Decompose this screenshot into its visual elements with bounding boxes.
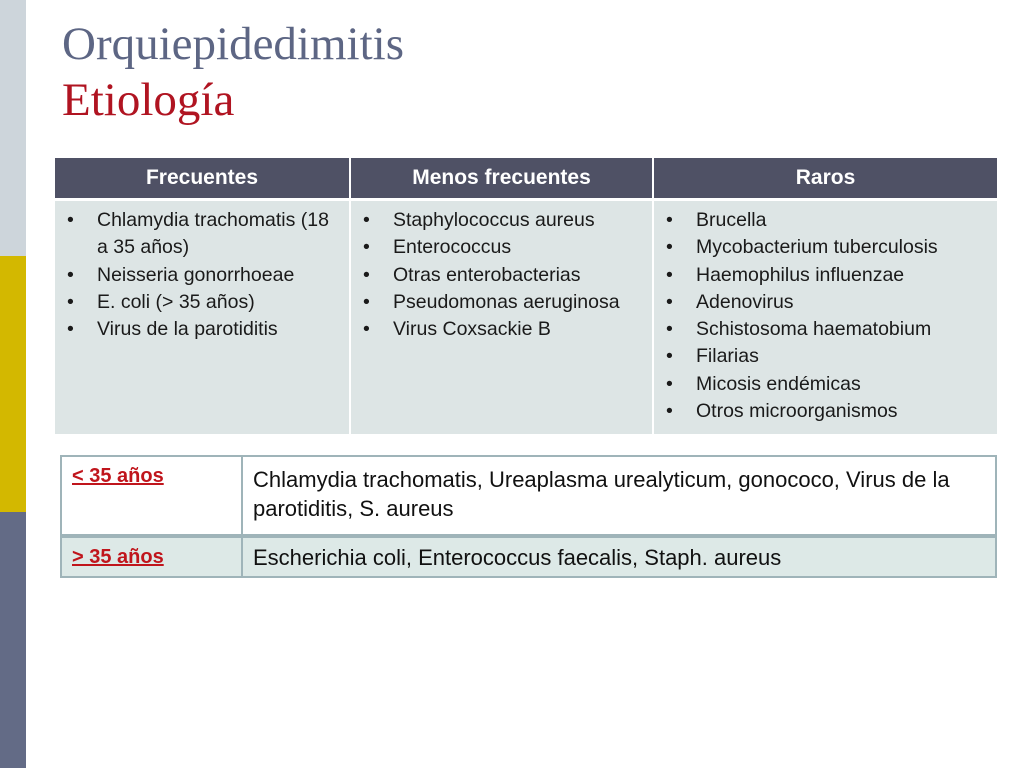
list-item: • Schistosoma haematobium — [662, 316, 987, 343]
list-item: • Pseudomonas aeruginosa — [359, 289, 642, 316]
age-label: > 35 años — [72, 545, 164, 568]
title-line-2: Etiología — [62, 74, 235, 126]
list-item: • Otras enterobacterias — [359, 262, 642, 289]
table-row — [61, 536, 996, 577]
menos-frecuentes-list — [359, 207, 642, 343]
age-label: < 35 años — [72, 465, 164, 487]
list-item: • Staphylococcus aureus — [359, 207, 642, 234]
list-item: • Chlamydia trachomatis (18 a 35 años) — [63, 207, 339, 262]
list-item: • Haemophilus influenzae — [662, 262, 987, 289]
etiology-table — [53, 158, 999, 434]
list-item: • Filarias — [662, 343, 987, 370]
list-item: • Neisseria gonorrhoeae — [63, 262, 339, 289]
menos-frecuentes-cell — [350, 200, 653, 435]
list-item: • Otros microorganismos — [662, 398, 987, 425]
list-item: • Brucella — [662, 207, 987, 234]
etiology-body-row — [54, 200, 998, 435]
list-item: • Virus Coxsackie B — [359, 316, 642, 343]
list-item: • E. coli (> 35 años) — [63, 289, 339, 316]
etiology-header-row — [54, 158, 998, 200]
left-stripe-bottom — [0, 512, 26, 768]
list-item: • Enterococcus — [359, 234, 642, 261]
left-stripe-middle — [0, 256, 26, 512]
frecuentes-list — [63, 207, 339, 343]
header-raros: Raros — [653, 158, 998, 200]
header-menos-frecuentes: Menos frecuentes — [350, 158, 653, 200]
raros-list — [662, 207, 987, 425]
list-item: • Micosis endémicas — [662, 371, 987, 398]
table-row — [61, 456, 996, 536]
age-table — [60, 455, 997, 578]
agents-over-35: Escherichia coli, Enterococcus faecalis, Staph. aureus — [242, 536, 996, 577]
age-over-35 — [61, 536, 242, 577]
list-item: • Mycobacterium tuberculosis — [662, 234, 987, 261]
list-item: • Adenovirus — [662, 289, 987, 316]
slide-title — [62, 16, 404, 128]
age-under-35 — [61, 456, 242, 536]
title-line-1: Orquiepidedimitis — [62, 18, 405, 70]
frecuentes-cell — [54, 200, 350, 435]
agents-under-35: Chlamydia trachomatis, Ureaplasma urealyticum, gonococo, Virus de la parotiditis, S. aureus — [242, 456, 996, 536]
left-stripe-top — [0, 0, 26, 256]
raros-cell — [653, 200, 998, 435]
header-frecuentes: Frecuentes — [54, 158, 350, 200]
list-item: • Virus de la parotiditis — [63, 316, 339, 343]
